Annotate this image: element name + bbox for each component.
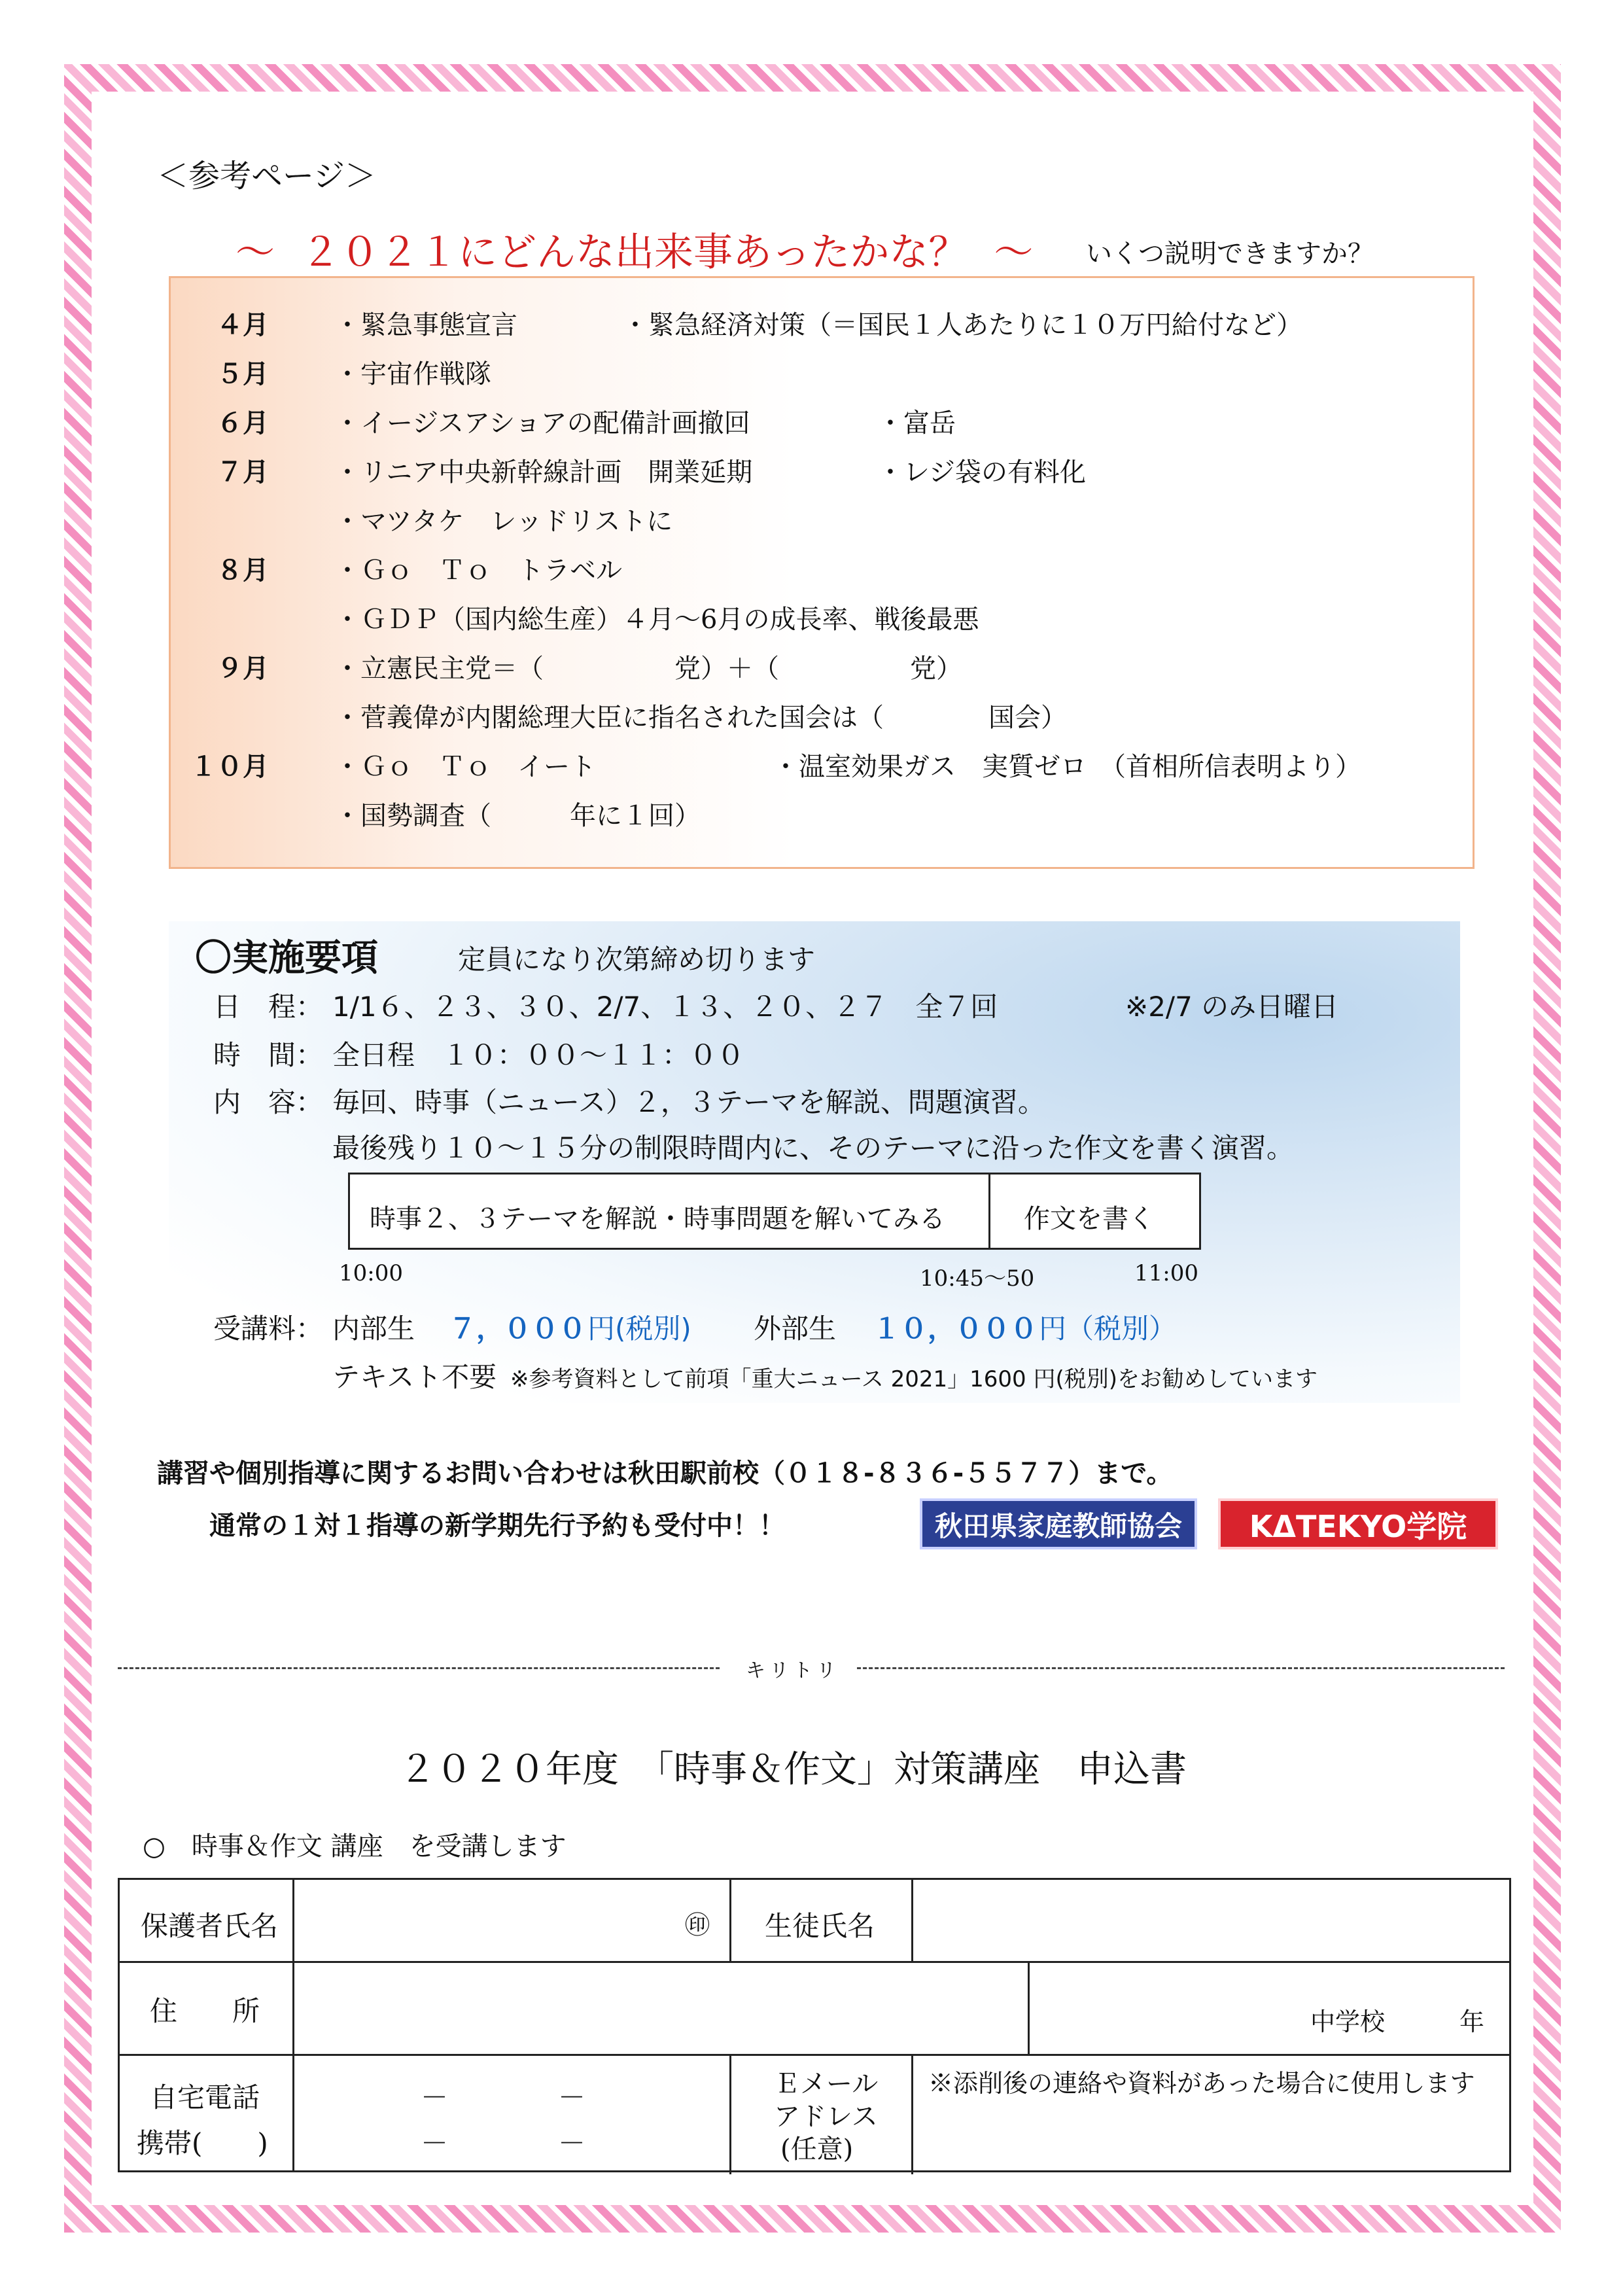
fee-external-value: １０，０００ bbox=[873, 1313, 1038, 1345]
form-subtitle: ○ 時事＆作文 講座 を受講します bbox=[143, 1831, 567, 1862]
timeline-tick-mid: 10:45～50 bbox=[920, 1265, 1035, 1292]
event-item: ・イージスアショアの配備計画撤回 bbox=[334, 408, 750, 438]
timeline-box bbox=[348, 1173, 1201, 1250]
fee-internal-unit: 円(税別) bbox=[587, 1313, 691, 1345]
form-vline bbox=[1028, 1961, 1030, 2054]
home-phone-dashes: － － bbox=[421, 2081, 586, 2113]
address-label: 住 所 bbox=[150, 1995, 260, 2027]
timeline-divider bbox=[988, 1174, 990, 1248]
time-label: 時 間： bbox=[213, 1039, 324, 1071]
email-label-1: Ｅメール bbox=[774, 2069, 879, 2099]
details-title: 〇実施要項 bbox=[195, 937, 378, 980]
mobile-dashes: － － bbox=[421, 2127, 586, 2159]
content-label: 内 容： bbox=[213, 1086, 324, 1118]
headline-subtitle: いくつ説明できますか？ bbox=[1086, 239, 1374, 269]
fee-external-label: 外部生 bbox=[754, 1313, 837, 1345]
fee-label: 受講料： bbox=[213, 1313, 324, 1345]
event-item: ・宇宙作戦隊 bbox=[334, 359, 491, 389]
cut-line-left bbox=[118, 1667, 720, 1669]
cut-label: キリトリ bbox=[746, 1659, 840, 1682]
home-phone-label: 自宅電話 bbox=[150, 2081, 260, 2113]
event-month: ４月 bbox=[217, 310, 269, 340]
guardian-label: 保護者氏名 bbox=[141, 1910, 279, 1942]
cut-line-right bbox=[857, 1667, 1505, 1669]
event-month: １０月 bbox=[190, 752, 269, 782]
event-month: ７月 bbox=[217, 457, 269, 487]
text-label: テキスト不要 bbox=[332, 1361, 497, 1393]
event-item: ・ＧＤＰ（国内総生産）４月～6月の成長率、戦後最悪 bbox=[334, 605, 979, 635]
schedule-label: 日 程： bbox=[213, 991, 324, 1023]
form-vline bbox=[729, 2054, 731, 2174]
tilde-left: ～ bbox=[236, 230, 275, 275]
event-item: ・リニア中央新幹線計画 開業延期 bbox=[334, 457, 753, 487]
form-vline bbox=[729, 1880, 731, 1961]
reference-label: ＜参考ページ＞ bbox=[157, 158, 377, 194]
event-item: ・立憲民主党＝（ 党）＋（ 党） bbox=[334, 654, 962, 684]
form-title: ２０２０年度 「時事＆作文」対策講座 申込書 bbox=[399, 1748, 1187, 1791]
fee-internal-label: 内部生 bbox=[332, 1313, 415, 1345]
form-hline bbox=[120, 1961, 1509, 1963]
association-logo: 秋田県家庭教師協会 bbox=[920, 1498, 1197, 1549]
student-label: 生徒氏名 bbox=[765, 1910, 875, 1942]
seal-mark: ㊞ bbox=[685, 1911, 710, 1939]
event-item: ・Ｇｏ Ｔｏ イート bbox=[334, 752, 596, 782]
email-label-2: アドレス bbox=[774, 2102, 878, 2132]
event-item: ・国勢調査（ 年に１回） bbox=[334, 801, 701, 831]
event-item: ・富岳 bbox=[877, 408, 956, 438]
event-item: ・レジ袋の有料化 bbox=[877, 457, 1086, 487]
event-item: ・Ｇｏ Ｔｏ トラベル bbox=[334, 556, 622, 586]
fee-internal-value: ７，０００ bbox=[449, 1313, 587, 1345]
headline-text: ２０２１にどんな出来事あったかな？ bbox=[301, 230, 968, 275]
event-item: ・マツタケ レッドリストに bbox=[334, 506, 673, 537]
contact-line: 講習や個別指導に関するお問い合わせは秋田駅前校（０１８-８３６-５５７７）まで。 bbox=[157, 1458, 1173, 1489]
event-item: ・温室効果ガス 実質ゼロ （首相所信表明より） bbox=[773, 752, 1361, 782]
timeline-tick-end: 11:00 bbox=[1134, 1260, 1198, 1286]
event-item: ・緊急事態宣言 bbox=[334, 310, 517, 340]
event-item: ・緊急経済対策（＝国民１人あたりに１０万円給付など） bbox=[622, 310, 1302, 340]
headline bbox=[209, 221, 1059, 277]
timeline-segment-a: 時事２、３テーマを解説・時事問題を解いてみる bbox=[370, 1204, 945, 1234]
timeline-segment-b: 作文を書く bbox=[1024, 1204, 1155, 1234]
form-vline bbox=[292, 1880, 294, 2170]
details-note: 定員になり次第締め切ります bbox=[458, 944, 816, 976]
fee-external-unit: 円（税別） bbox=[1039, 1313, 1177, 1345]
katekyo-logo: KΔTEKYO学院 bbox=[1218, 1498, 1498, 1549]
tilde-right: ～ bbox=[994, 230, 1034, 275]
schedule-value: 1/1６、２３、３０、2/7、１３、２０、２７ 全７回 bbox=[332, 991, 998, 1023]
application-form bbox=[118, 1878, 1511, 2172]
form-hline bbox=[120, 2054, 1509, 2056]
form-vline bbox=[911, 1880, 913, 1961]
time-value: 全日程 １０：００～１１：００ bbox=[332, 1039, 745, 1071]
schedule-note: ※2/7 のみ日曜日 bbox=[1125, 991, 1339, 1023]
timeline-tick-start: 10:00 bbox=[339, 1260, 403, 1286]
event-month: ６月 bbox=[217, 408, 269, 438]
email-note: ※添削後の連絡や資料があった場合に使用します bbox=[928, 2069, 1475, 2098]
event-month: ５月 bbox=[217, 359, 269, 389]
event-month: ９月 bbox=[217, 654, 269, 684]
text-note: ※参考資料として前項「重大ニュース 2021」1600 円(税別)をお勧めしています bbox=[510, 1366, 1318, 1392]
content-value: 毎回、時事（ニュース）２，３テーマを解説、問題演習。 bbox=[332, 1086, 1045, 1118]
content-value-2: 最後残り１０～１５分の制限時間内に、そのテーマに沿った作文を書く演習。 bbox=[332, 1132, 1295, 1164]
form-vline bbox=[911, 2054, 913, 2174]
event-item: ・菅義偉が内閣総理大臣に指名された国会は（ 国会） bbox=[334, 703, 1067, 733]
mobile-label: 携帯( ) bbox=[137, 2127, 268, 2159]
events-box bbox=[169, 276, 1475, 869]
reservation-line: 通常の１対１指導の新学期先行予約も受付中！！ bbox=[209, 1511, 785, 1541]
school-label: 中学校 年 bbox=[1310, 2007, 1485, 2036]
email-label-3: (任意) bbox=[780, 2134, 854, 2164]
event-month: ８月 bbox=[217, 556, 269, 586]
